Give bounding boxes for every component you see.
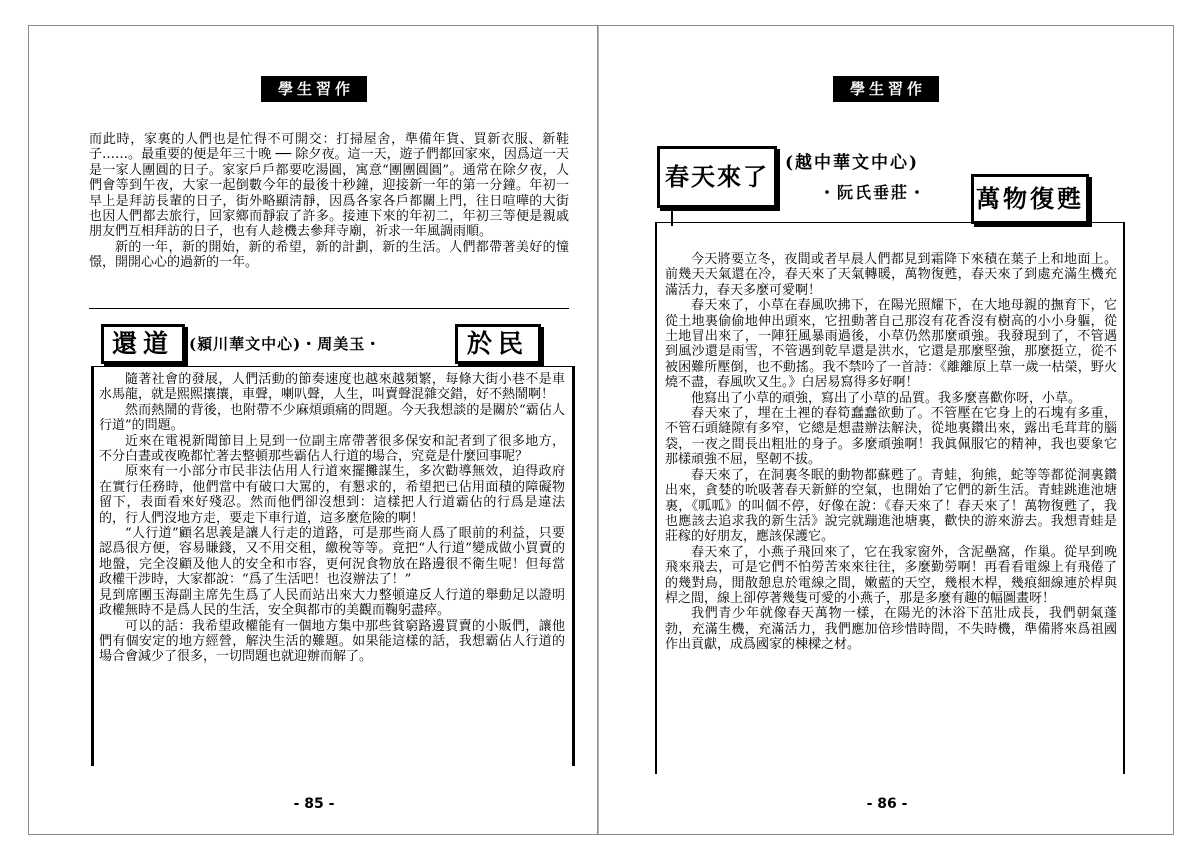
essay-paragraph: 見到席團玉海副主席先生爲了人民而站出來大力整頓違反人行道的舉動足以證明政權無時不是爲人民的生活，安全與都市的美觀而鞠躬盡瘁。 xyxy=(99,587,565,619)
essay-title-part1: 春天來了 xyxy=(657,146,777,208)
essay-body-left xyxy=(99,372,565,665)
section-tag-right: 學生習作 xyxy=(833,76,939,102)
essay-paragraph: 然而熱鬧的背後，也附帶不少麻煩頭痛的問題。今天我想談的是關於“霸佔人行道”的問題。 xyxy=(99,402,565,434)
page-number-left: - 85 - xyxy=(293,796,335,812)
essay-paragraph: 春天來了，小燕子飛回來了，它在我家窗外，含泥壘窩，作巢。從早到晚飛來飛去，可是它們不怕勞苦來來往往，多麼勤勞啊！再看看電線上有飛倦了的幾對鳥，閒散憩息於電線之間，嫩藍的天空，幾根木桿，幾痕細線連於桿與桿之間，線上卻停著幾隻可愛的小燕子，那是多麼有趣的幅圖畫呀！ xyxy=(665,544,1117,606)
essay-title-row-left xyxy=(93,324,569,368)
essay-paragraph: 可以的話：我希望政權能有一個地方集中那些貧窮路邊買賣的小販們，讓他們有個安定的地方經營，解決生活的難題。如果能這樣的話，我想霸佔人行道的場合會減少了很多，一切問題也就迎辦而解了。 xyxy=(99,618,565,665)
essay-paragraph: 隨著社會的發展，人們活動的節奏速度也越來越頻繁，每條大街小巷不是車水馬龍，就是熙熙攘攘，車聲，喇叭聲，人生，叫賣聲混雜交錯，好不熱鬧啊！ xyxy=(99,372,565,403)
essay-body-right xyxy=(665,252,1117,653)
essay-paragraph: 春天來了，小草在春風吹拂下，在陽光照耀下，在大地母親的撫育下，它從土地裏偷偷地伸出頭來，它扭動著自己那沒有花香沒有樹高的小小身軀，從土地冒出來了，一陣狂風暴雨過後，小草仍然那麼頑強。我發現到了，不管遇到風沙還是雨雪，不管遇到乾旱還是洪水，它還是那麼堅強，那麼挺立，從不被困難所壓倒，也不動搖。我不禁吟了一首詩：《離離原上草一歲一枯榮，野火燒不盡，春風吹又生。》白居易寫得多好啊！ xyxy=(665,298,1117,391)
essay-paragraph: 今天將要立冬，夜間或者早晨人們都見到霜降下來積在葉子上和地面上。前幾天天氣還在冷，春天來了天氣轉暖，萬物復甦，春天來了到處充滿生機充滿活力，春天多麼可愛啊！ xyxy=(665,252,1117,298)
essay-title-part2: 於民 xyxy=(455,324,541,364)
essay-paragraph: 原來有一小部分市民非法佔用人行道來擺攤謀生，多次勸導無效，迫得政府在實行任務時，他們當中有破口大罵的，有懇求的，希望把已佔用面積的障礙物留下，表面看來好殘忍。然而他們卻沒想到：這樣把人行道霸佔的行爲是違法的，行人們沒地方走，要走下車行道，這多麼危險的啊！ xyxy=(99,464,565,526)
page-number-right: - 86 - xyxy=(866,796,908,812)
essay-paragraph: 我們青少年就像春天萬物一樣，在陽光的沐浴下茁壯成長，我們朝氣蓬勃，充滿生機，充滿活力，我們應加倍珍惜時間，不失時機，準備將來爲祖國作出貢獻，成爲國家的棟樑之材。 xyxy=(665,606,1117,653)
essay-paragraph: “人行道”顧名思義是讓人行走的道路，可是那些商人爲了眼前的利益，只要認爲很方便，容易賺錢，又不用交租，繳稅等等。竟把“人行道”變成做小買賣的地盤，完全沒顧及他人的安全和市容，更何況食物放在路邊很不衛生呢！但每當政權干涉時，大家都說：“爲了生活吧！也沒辦法了！” xyxy=(99,526,565,588)
continued-paragraph-2: 新的一年，新的開始，新的希望，新的計劃，新的生活。人們都帶著美好的憧憬，開開心心的過新的一年。 xyxy=(89,239,569,271)
continued-paragraph-1: 而此時，家裏的人們也是忙得不可開交：打掃屋舍，準備年貨、買新衣服、新鞋子……。最重要的便是年三十晚 ── 除夕夜。這一天，遊子們都回家來，因爲這一天是一家人團圓的日子。家家戶戶都要吃湯圓，寓意“團團圓圓”。通常在除夕夜，人們會等到午夜，大家一起倒數今年的最後十秒鐘，迎接新一年的第一分鐘。年初一早上是拜訪長輩的日子，街外略顯淸靜，因爲各家各戶都關上門，往日喧嘩的大街也因人們都去旅行，回家鄉而靜寂了許多。接連下來的年初二，年初三等便是親戚朋友們互相拜訪的日子，也有人趁機去參拜寺廟，祈求一年風調雨順。 xyxy=(89,132,569,240)
essay-paragraph: 他寫出了小草的頑強，寫出了小草的品質。我多麼喜歡你呀，小草。 xyxy=(691,390,1082,406)
essay-org-line: (越中華文中心) xyxy=(785,153,920,173)
divider-line xyxy=(89,308,569,309)
essay-author-line: ・阮氏垂莊・ xyxy=(819,183,928,202)
essay-paragraph: 春天來了，埋在土裡的春筍蠢蠢欲動了。不管壓在它身上的石塊有多重，不管石頭縫隙有多窄，它總是想盡辦法解決，從地裏鑽出來，露出毛茸茸的腦袋，一夜之間長出粗壯的身子。多麼頑強啊！我眞佩服它的精神，我也要象它那樣頑強不屈，堅韌不拔。 xyxy=(665,406,1117,468)
right-page xyxy=(598,25,1174,835)
essay-paragraph: 近來在電視新聞節目上見到一位副主席帶著很多保安和記者到了很多地方，不分白晝或夜晚都忙著去整頓那些霸佔人行道的場合，究竟是什麼回事呢？ xyxy=(99,433,565,465)
essay-title-part1: 還道 xyxy=(101,324,185,364)
essay-title-part2: 萬物復甦 xyxy=(971,174,1089,224)
continued-text xyxy=(89,132,569,271)
essay-author-line: (潁川華文中心)・周美玉・ xyxy=(189,335,382,353)
left-page xyxy=(28,25,598,835)
section-tag-left: 學生習作 xyxy=(261,76,367,102)
essay-paragraph: 春天來了，在洞裏冬眠的動物都蘇甦了。青蛙，狗熊，蛇等等都從洞裏鑽出來，貪婪的吮吸著春天新鮮的空氣，也開始了它們的新生活。青蛙跳進池塘裏，《呱呱》的叫個不停，好像在說：《春天來了！春天來了！萬物復甦了，我也應該去追求我的新生活》說完就蹦進池塘裏，歡快的游來游去。我想青蛙是莊稼的好朋友，應該保護它。 xyxy=(665,467,1117,545)
